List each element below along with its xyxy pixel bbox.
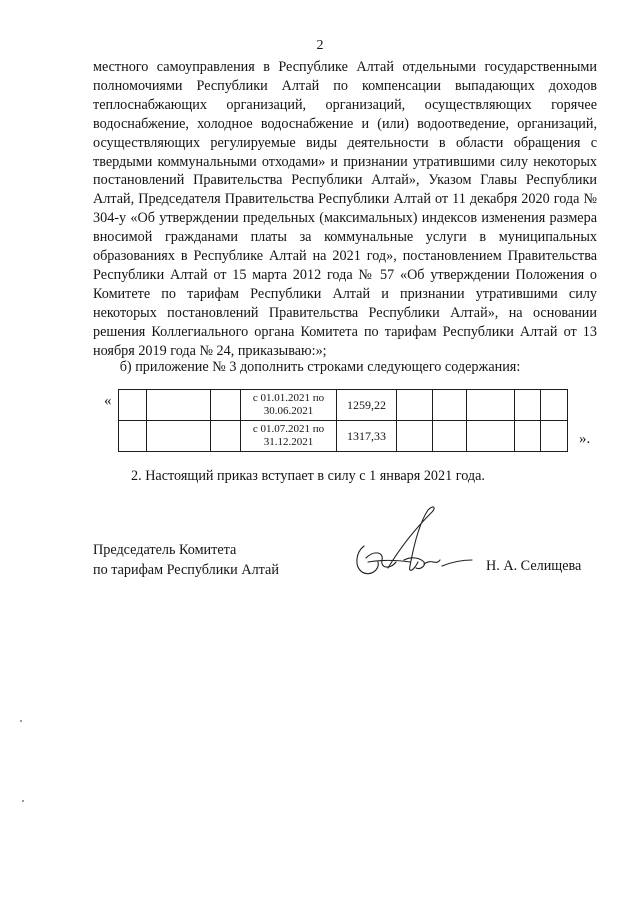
table-cell — [467, 390, 515, 421]
table-cell — [433, 421, 467, 452]
table-cell — [211, 421, 241, 452]
table-cell — [397, 421, 433, 452]
table-cell — [147, 390, 211, 421]
table-cell — [515, 390, 541, 421]
item-two-text: 2. Настоящий приказ вступает в силу с 1 января 2021 года. — [131, 468, 485, 484]
table-cell — [467, 421, 515, 452]
period-start: с 01.01.2021 по — [252, 392, 325, 404]
signer-role — [93, 540, 279, 580]
period-start: с 01.07.2021 по — [252, 423, 325, 435]
table-cell — [147, 421, 211, 452]
signer-role-line: Председатель Комитета — [93, 542, 237, 558]
tariff-value-cell: 1259,22 — [337, 390, 397, 421]
period-end: 30.06.2021 — [263, 405, 314, 417]
scan-speck — [20, 720, 22, 722]
signer-name: Н. А. Селищева — [486, 558, 582, 574]
period-cell — [241, 390, 337, 421]
table-cell — [541, 421, 568, 452]
body-text — [93, 58, 597, 361]
body-paragraph: местного самоуправления в Республике Алтай отдельными государственными полномочиями Республики Алтай по компенсации выпадающих доходов теплоснабжающих организаций, организаций, осуществляющих горячее водоснабжение, холодное водоснабжение и (или) водоотведение, организаций, осуществляющих регулируемые виды деятельности в области обращения с твердыми коммунальными отходами» и признании утратившими силу некоторых постановлений Правительства Республики Алтай», Указом Главы Республики Алтай, Председателя Правительства Республики Алтай от 11 декабря 2020 года № 304-у «Об утверждении предельных (максимальных) индексов изменения размера вносимой гражданами платы за коммунальные услуги в муниципальных образованиях в Республике Алтай на 2021 год», постановлением Правительства Республики Алтай от 15 марта 2012 года № 57 «Об утверждении Положения о Комитете по тарифам Республики Алтай и признании утратившими силу некоторых постановлений Правительства Республики Алтай», на основании решения Коллегиального органа Комитета по тарифам Республики Алтай от 13 ноября 2019 года № 24, приказываю:»; — [93, 59, 597, 359]
period-end: 31.12.2021 — [263, 436, 314, 448]
closing-quote: ». — [579, 431, 591, 447]
table-cell — [211, 390, 241, 421]
tariff-table — [118, 389, 568, 452]
table-cell — [119, 421, 147, 452]
opening-quote: « — [104, 393, 112, 409]
scan-speck — [22, 800, 24, 802]
table-cell — [397, 390, 433, 421]
period-cell — [241, 421, 337, 452]
signer-role-line: по тарифам Республики Алтай — [93, 562, 279, 578]
table-cell — [541, 390, 568, 421]
signature-image — [340, 500, 480, 590]
table-cell — [119, 390, 147, 421]
page-number: 2 — [316, 38, 324, 53]
table-row — [119, 390, 568, 421]
table-cell — [515, 421, 541, 452]
list-item-b: б) приложение № 3 дополнить строками следующего содержания: — [119, 359, 521, 375]
table-cell — [433, 390, 467, 421]
tariff-value-cell: 1317,33 — [337, 421, 397, 452]
table-row — [119, 421, 568, 452]
